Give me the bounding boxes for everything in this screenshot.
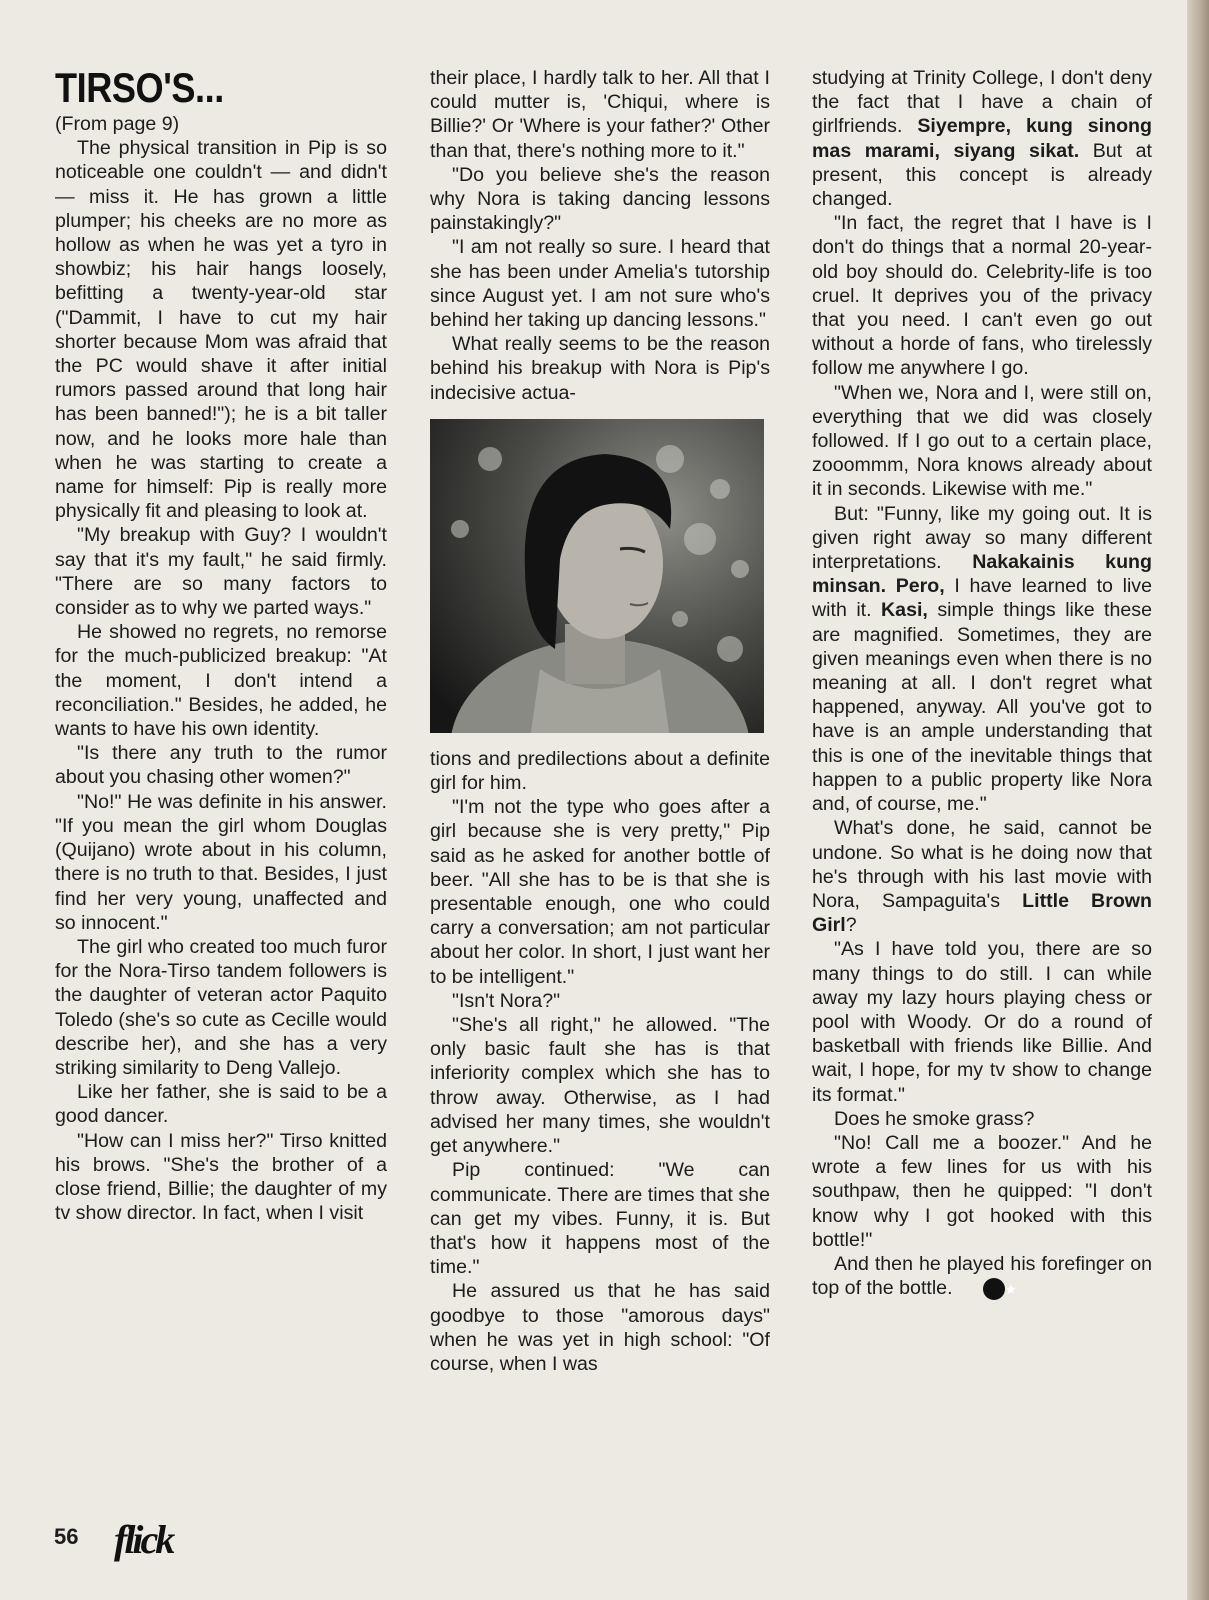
paragraph: tions and predilections about a definite girl for him. (430, 747, 770, 795)
portrait-photo (430, 419, 764, 733)
text-run: studying at Trinity College, I don't deny the fact that I have a chain of girlfriends. (812, 67, 1152, 138)
paragraph: Pip continued: "We can communicate. There are times that she can get my vibes. Funny, it is. But that's how it happens most of the time." (430, 1159, 770, 1279)
paragraph: "As I have told you, there are so many things to do still. I can while away my lazy hours playing chess or pool with Woody. Or do a round of basketball with friends like Billie. And wait, I hope, for my tv show to change its format." (812, 938, 1152, 1106)
paragraph: "I am not really so sure. I heard that she has been under Amelia's tutorship since August yet. I am not sure who's behind her taking up dancing lessons." (430, 236, 770, 332)
paragraph: "Do you believe she's the reason why Nora is taking dancing lessons painstakingly?" (430, 163, 770, 235)
paragraph: "When we, Nora and I, were still on, everything that we did was closely followed. If I go out to a certain place, zooommm, Nora knows already about it in seconds. Likewise with me." (812, 381, 1152, 501)
tagalog-phrase: Siyempre, kung sinong mas marami, siyang sikat. (812, 115, 1152, 162)
paragraph: Does he smoke grass? (834, 1107, 1035, 1130)
column-1 (55, 62, 387, 1225)
paragraph: Like her father, she is said to be a good dancer. (55, 1081, 387, 1128)
page-number: 56 (54, 1524, 79, 1549)
text-run: But at present, this concept is already changed. (812, 139, 1153, 211)
paragraph: "How can I miss her?" Tirso knitted his brows. "She's the brother of a close friend, Billie; the daughter of my tv show director. In fact, when I visit (55, 1129, 387, 1225)
binding-edge (1187, 0, 1209, 1600)
paragraph: "My breakup with Guy? I wouldn't say that it's my fault," he said firmly. "There are so many factors to consider as to why we parted ways." (55, 524, 387, 620)
text-run: ? (845, 914, 857, 937)
paragraph: "No! Call me a boozer." And he wrote a few lines for us with his southpaw, then he quipped: "I don't know why I got hooked with this bottle!" (812, 1131, 1152, 1251)
paragraph (812, 502, 1152, 817)
paragraph: What really seems to be the reason behind his breakup with Nora is Pip's indecisive actua- (430, 333, 770, 404)
column-3 (812, 66, 1152, 1300)
paragraph: "No!" He was definite in his answer. "If you mean the girl whom Douglas (Quijano) wrote about in his column, there is no truth to that. Besides, I just find her very young, unaffected and so innocent." (55, 790, 387, 934)
magazine-logo: flick (114, 1517, 173, 1562)
paragraph (812, 816, 1152, 937)
paragraph: "I'm not the type who goes after a girl because she is very pretty," Pip said as he asked for another bottle of beer. "All she has to be is that she is presentable enough, one who could carry a conversation; am not particular about her color. In short, I just want her to be intelligent." (430, 796, 770, 988)
paragraph: The girl who created too much furor for the Nora-Tirso tandem followers is the daughter of veteran actor Paquito Toledo (she's so cute as Cecille would describe her), and she has a very striking similarity to Deng Vallejo. (55, 935, 387, 1079)
paragraph: "She's all right," he allowed. "The only basic fault she has is that inferiority complex which she has to throw away. Otherwise, as I had advised her many times, she wouldn't get anywhere." (430, 1014, 770, 1158)
paragraph: He showed no regrets, no remorse for the much-publicized breakup: "At the moment, I don't intend a reconciliation." Besides, he added, he wants to have his own identity. (55, 621, 387, 741)
end-mark-star-icon: ★ (983, 1278, 1005, 1300)
paragraph: their place, I hardly talk to her. All that I could mutter is, 'Chiqui, where is Billie?' Or 'Where is your father?' Other than that, there's nothing more to it." (430, 67, 770, 162)
column-2 (430, 66, 770, 1376)
paragraph (812, 1252, 1152, 1300)
movie-title: Little Brown Girl (812, 889, 1152, 937)
paragraph: "In fact, the regret that I have is I don't do things that a normal 20-year-old boy should do. Celebrity-life is too cruel. It deprives you of the privacy that you need. I can't even go out without a horde of fans, who tirelessly follow me anywhere I go. (812, 212, 1152, 380)
portrait-illustration (430, 419, 764, 733)
tagalog-phrase: Nakakainis kung minsan. Pero, (812, 551, 1152, 598)
text-run: But: "Funny, like my going out. It is given right away so many different interpretations. (812, 502, 1152, 574)
text-run: simple things like these are magnified. Sometimes, they are given meanings even when there is no meaning at all. I don't regret what happened, anyway. All you've got to have is an ample understanding that this is one of the inevitable things that happen to a public property like Nora and, of course, me." (812, 599, 1152, 816)
text-run: I have learned to live with it. (812, 575, 1152, 622)
tagalog-phrase: Kasi, (881, 599, 928, 622)
text-run: What's done, he said, cannot be undone. So what is he doing now that he's through with his last movie with Nora, Sampaguita's (812, 817, 1152, 912)
article-title: TIRSO'S... (55, 64, 224, 111)
paragraph: "Isn't Nora?" (452, 989, 561, 1012)
paragraph (812, 66, 1152, 211)
paragraph: He assured us that he has said goodbye to those "amorous days" when he was yet in high school: "Of course, when I was (430, 1280, 770, 1375)
continued-from: (From page 9) (55, 113, 180, 135)
paragraph: "Is there any truth to the rumor about you chasing other women?" (55, 742, 387, 789)
paragraph: The physical transition in Pip is so noticeable one couldn't — and didn't — miss it. He has grown a little plumper; his cheeks are no more as hollow as when he was yet a tyro in showbiz; his hair hangs loosely, befitting a twenty-year-old star ("Dammit, I have to cut my hair shorter because Mom was afraid that the PC would shave it after initial rumors passed around that long hair has been banned!"); he is a bit taller now, and he looks more hale than when he was starting to create a name for himself: Pip is really more physically fit and pleasing to look at. (55, 137, 387, 523)
text-run: And then he played his forefinger on top of the bottle. (812, 1252, 1152, 1300)
